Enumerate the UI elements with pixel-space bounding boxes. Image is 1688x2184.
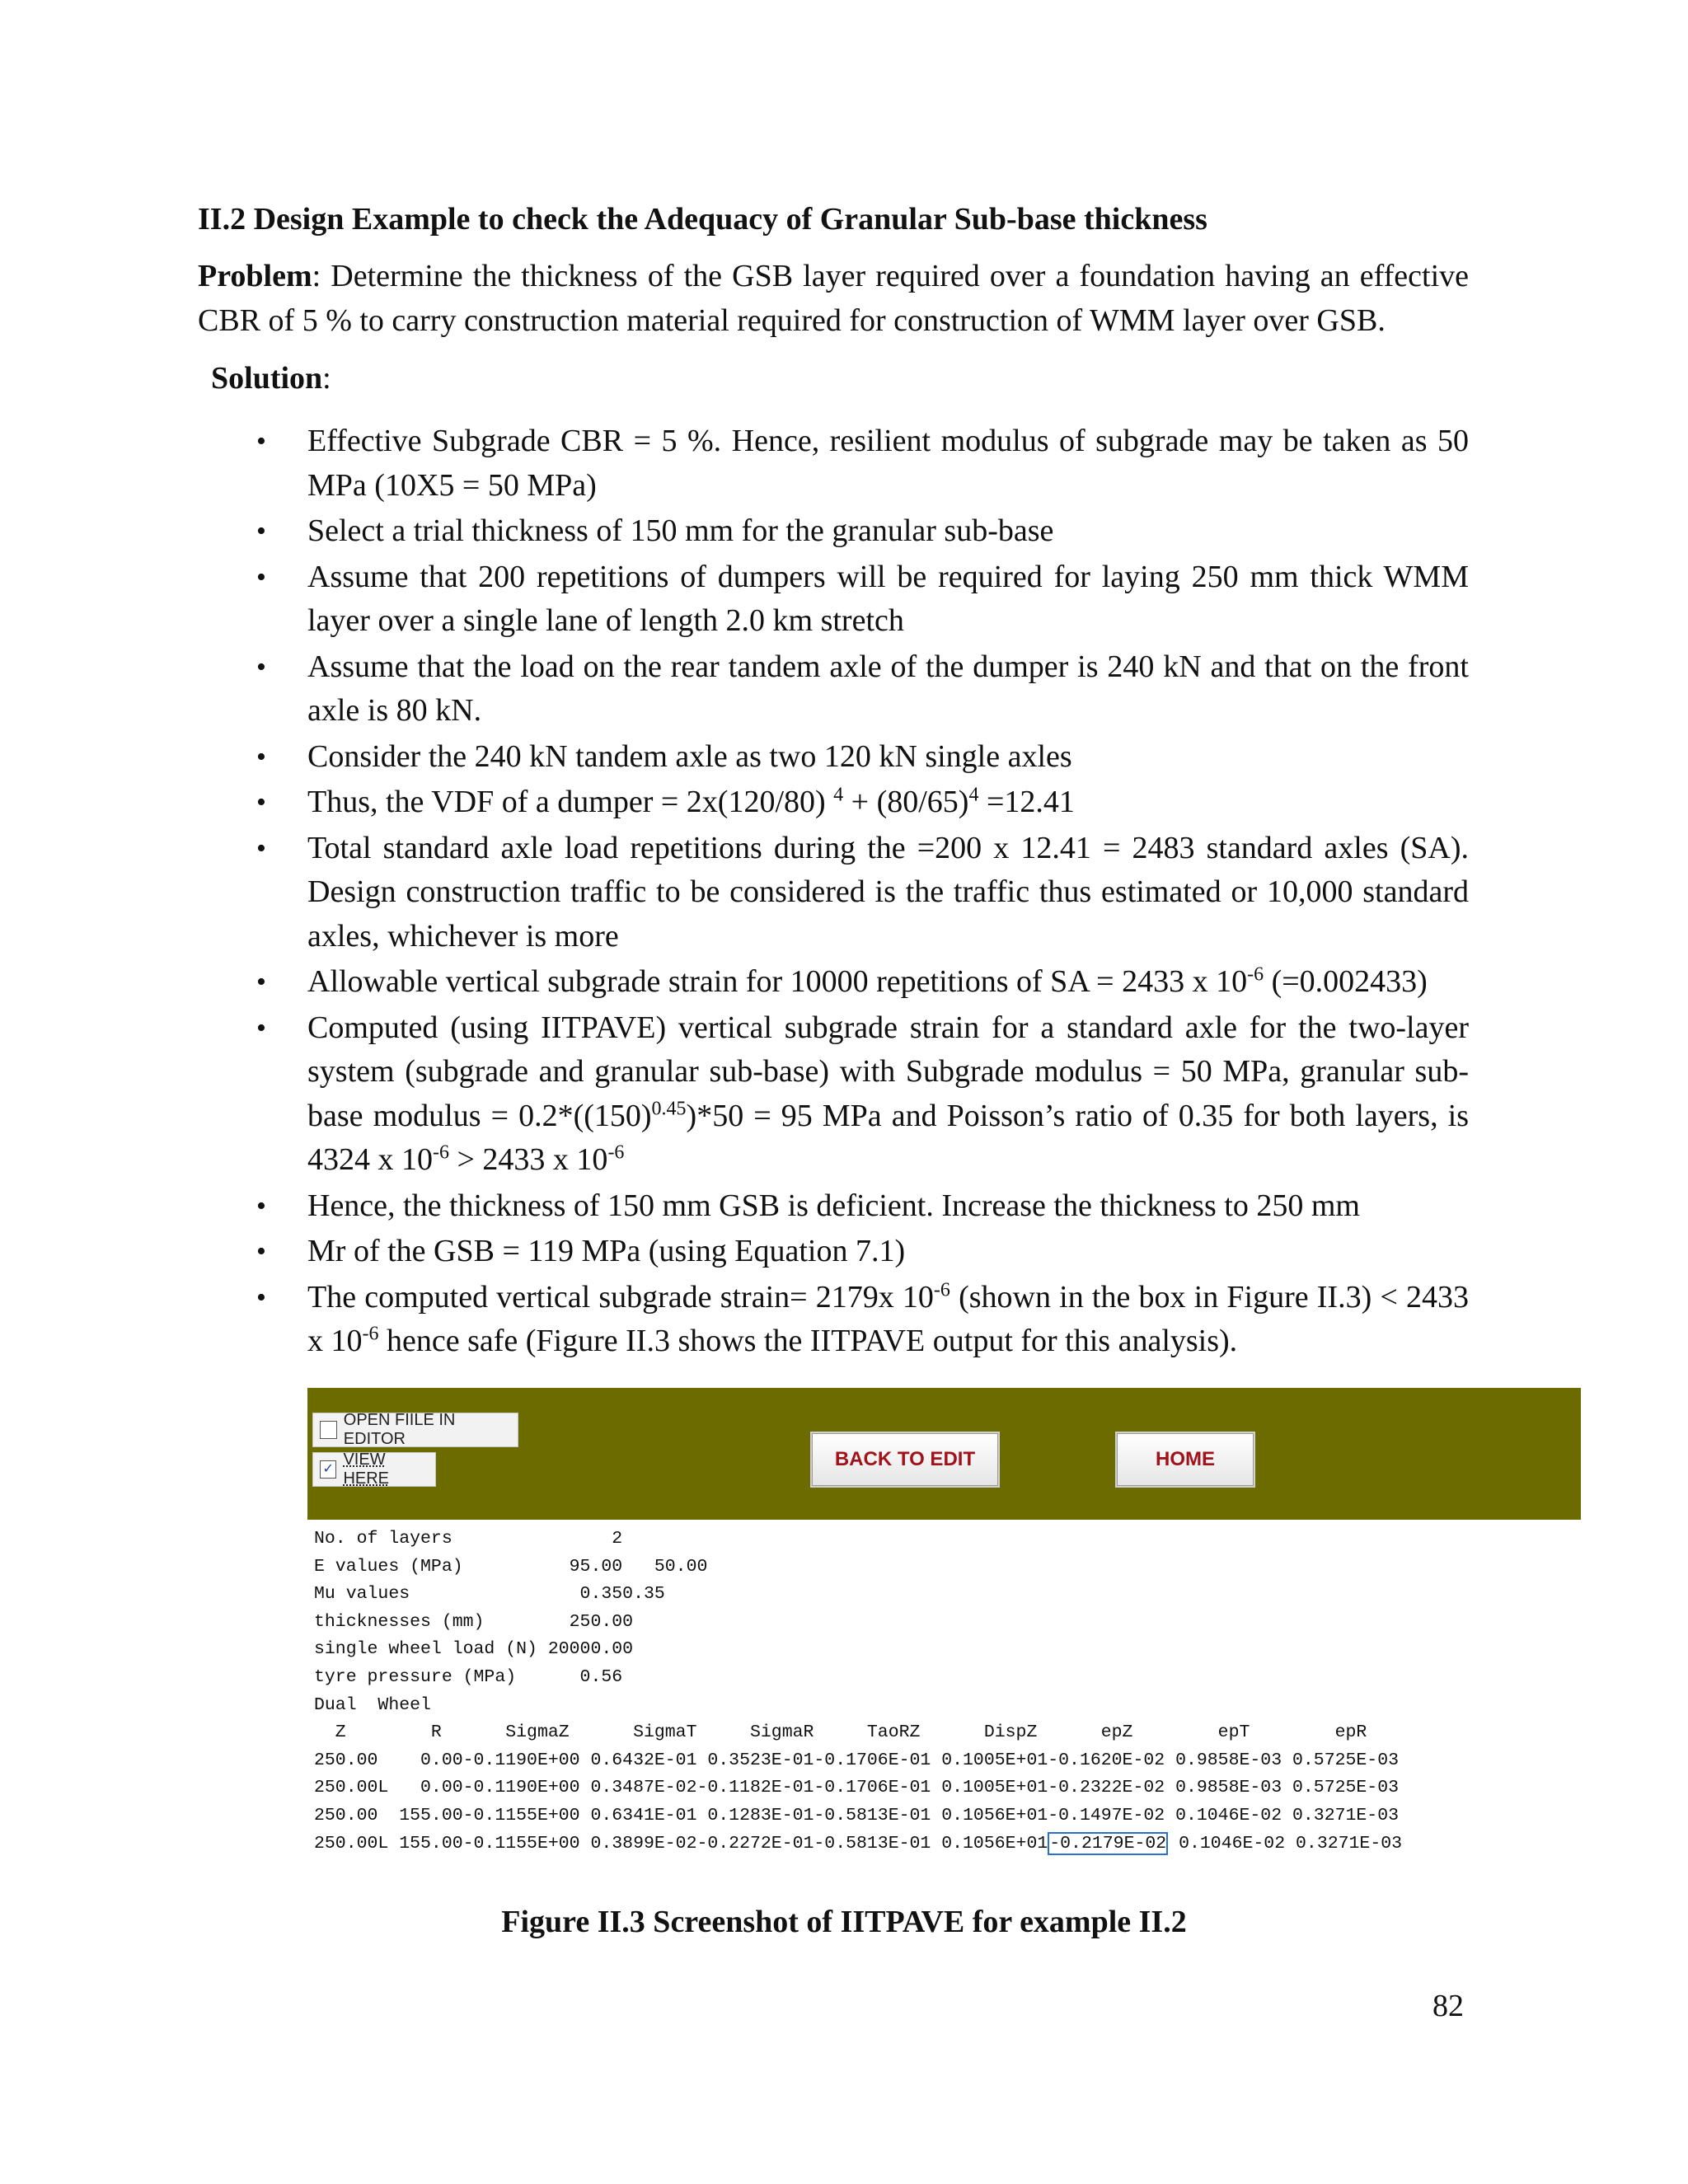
list-item-text: Effective Subgrade CBR = 5 %. Hence, resilient modulus of subgrade may be taken as 50 MPa (10X5 = 50 MPa) (307, 424, 1469, 503)
list-item (251, 419, 1469, 508)
list-item-text: + (80/65) (843, 785, 969, 819)
list-item (251, 960, 1469, 1005)
list-item-text: (shown in the box in Figure II.3) < 2433 x 10 (307, 1279, 1469, 1358)
iitpave-screenshot (307, 1388, 1581, 1868)
list-item-text: Thus, the VDF of a dumper = 2x(120/80) (307, 785, 834, 819)
list-item-text: Computed (using IITPAVE) vertical subgrade strain for a standard axle for the two-layer system (subgrade and granular sub-base) with Subgrade modulus = 50 MPa, granular sub-base modulus = 0.2*((150) (307, 1010, 1469, 1133)
superscript: -6 (1247, 963, 1264, 986)
bullet-icon: • (256, 1012, 266, 1043)
list-item (251, 1184, 1469, 1229)
open-file-checkbox[interactable] (312, 1413, 518, 1447)
page-number: 82 (1432, 1989, 1464, 2023)
list-item-text: Allowable vertical subgrade strain for 10000 repetitions of SA = 2433 x 10 (307, 964, 1248, 999)
output-line: E values (MPa) 95.00 50.00 (314, 1556, 708, 1577)
checkbox-unchecked-icon (320, 1421, 337, 1439)
superscript: -6 (607, 1141, 625, 1164)
list-item-text: Mr of the GSB = 119 MPa (using Equation 7.1) (307, 1234, 906, 1268)
figure-caption: Figure II.3 Screenshot of IITPAVE for example II.2 (501, 1905, 1187, 1939)
bullet-icon: • (256, 741, 266, 772)
list-item-text: Consider the 240 kN tandem axle as two 120 kN single axles (307, 738, 1072, 774)
home-button[interactable]: HOME (1117, 1433, 1254, 1486)
solution-label: Solution (211, 361, 323, 396)
bullet-icon: • (256, 832, 266, 864)
problem-text: : Determine the thickness of the GSB layer required over a foundation having an effective CBR of 5 % to carry construction material required for construction of WMM layer over GSB. (198, 259, 1469, 338)
list-item (251, 780, 1469, 825)
bullet-icon: • (256, 651, 266, 682)
output-line: 250.00L 155.00-0.1155E+00 0.3899E-02-0.2272E-01-0.5813E-01 0.1056E+01 (314, 1833, 1048, 1854)
list-item (251, 827, 1469, 959)
checkbox-label: OPEN FIILE IN EDITOR (343, 1411, 456, 1448)
superscript: -6 (433, 1141, 449, 1164)
superscript: -6 (933, 1278, 950, 1301)
bullet-icon: • (256, 1190, 266, 1221)
list-item (251, 509, 1469, 554)
list-item-text: The computed vertical subgrade strain= 2179x 10 (307, 1279, 934, 1315)
list-item (251, 645, 1469, 733)
section-heading: II.2 Design Example to check the Adequacy of Granular Sub-base thickness (198, 202, 1207, 237)
output-line: single wheel load (N) 20000.00 (314, 1639, 634, 1660)
output-line: Mu values 0.350.35 (314, 1584, 665, 1605)
output-line: 250.00 0.00-0.1190E+00 0.6432E-01 0.3523E-01-0.1706E-01 0.1005E+01-0.1620E-02 0.9858E-03 0.5725E-03 (314, 1750, 1400, 1770)
list-item (251, 1006, 1469, 1183)
bullet-icon: • (256, 516, 266, 546)
bullet-icon: • (256, 967, 266, 997)
list-item (251, 555, 1469, 644)
output-header-line: Z R SigmaZ SigmaT SigmaR TaoRZ DispZ epZ epT epR (314, 1722, 1367, 1743)
list-item-text: Total standard axle load repetitions during the =200 x 12.41 = 2483 standard axles (SA). Design construction traffic to be considered is the traffic thus estimated or 10,000 standard axles, whichever is more (307, 830, 1469, 954)
problem-label: Problem (198, 259, 312, 293)
list-item-text: hence safe (Figure II.3 shows the IITPAVE output for this analysis). (378, 1324, 1238, 1358)
bullet-icon: • (256, 426, 266, 457)
output-line: tyre pressure (MPa) 0.56 (314, 1666, 623, 1687)
list-item-text: Assume that the load on the rear tandem axle of the dumper is 240 kN and that on the front axle is 80 kN. (307, 649, 1469, 728)
output-line: 0.1046E-02 0.3271E-03 (1168, 1833, 1403, 1854)
output-line: thicknesses (mm) 250.00 (314, 1611, 634, 1632)
list-item-text: Hence, the thickness of 150 mm GSB is deficient. Increase the thickness to 250 mm (307, 1188, 1360, 1223)
list-item-text: Assume that 200 repetitions of dumpers will be required for laying 250 mm thick WMM layer over a single lane of length 2.0 km stretch (307, 559, 1469, 638)
output-line: Dual Wheel (314, 1694, 431, 1715)
list-item-text: > 2433 x 10 (449, 1142, 608, 1177)
superscript: 0.45 (651, 1097, 687, 1119)
bullet-icon: • (256, 561, 266, 593)
list-item (251, 1230, 1469, 1274)
bullet-icon: • (256, 1236, 266, 1267)
output-line: 250.00L 0.00-0.1190E+00 0.3487E-02-0.1182E-01-0.1706E-01 0.1005E+01-0.2322E-02 0.9858E-03 0.5725E-03 (314, 1778, 1400, 1798)
bullet-icon: • (256, 787, 266, 818)
output-line: 250.00 155.00-0.1155E+00 0.6341E-01 0.1283E-01-0.5813E-01 0.1056E+01-0.1497E-02 0.1046E-02 0.3271E-03 (314, 1805, 1400, 1825)
list-item-text: )*50 = 95 MPa and Poisson’s ratio of 0.35 for both layers, is 4324 x 10 (307, 1098, 1469, 1177)
superscript: -6 (362, 1323, 379, 1345)
superscript: 4 (968, 784, 979, 806)
highlighted-strain-value: -0.2179E-02 (1049, 1833, 1167, 1854)
checkbox-checked-icon: ✓ (320, 1460, 336, 1479)
list-item (251, 1276, 1469, 1364)
list-item (251, 735, 1469, 780)
superscript: 4 (833, 784, 844, 806)
list-item-text: (=0.002433) (1264, 964, 1428, 999)
checkbox-label: VIEW HERE (343, 1451, 390, 1488)
toolbar-panel (307, 1388, 1581, 1520)
back-to-edit-button[interactable]: BACK TO EDIT (812, 1433, 998, 1486)
output-text (314, 1526, 1575, 1858)
bullet-icon: • (256, 1282, 266, 1313)
solution-bullet-list (251, 419, 1469, 1366)
list-item-text: Select a trial thickness of 150 mm for the granular sub-base (307, 513, 1054, 548)
list-item-text: =12.41 (978, 785, 1075, 819)
solution-colon: : (322, 361, 331, 396)
problem-paragraph (198, 254, 1469, 343)
view-here-checkbox[interactable] (312, 1452, 436, 1487)
solution-label-line (211, 356, 331, 401)
output-line: No. of layers 2 (314, 1529, 623, 1549)
